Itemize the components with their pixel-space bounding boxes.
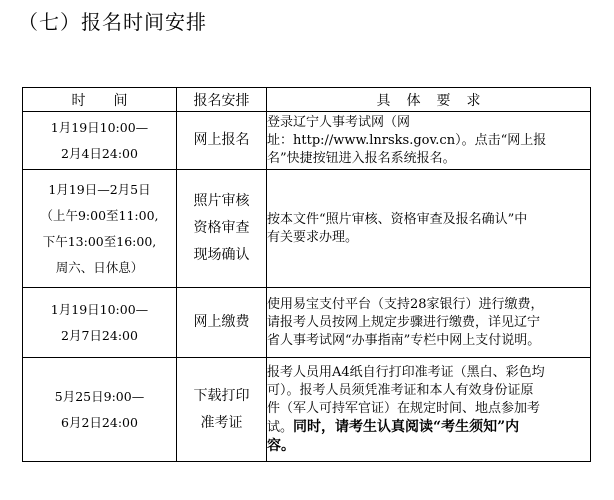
text-line: 准考证 xyxy=(200,414,243,431)
text-line: 1月19日10:00— xyxy=(50,301,149,317)
table-row xyxy=(23,112,591,170)
text-line: 2月4日24:00 xyxy=(61,145,138,161)
arrangement-cell xyxy=(177,358,267,462)
text-line: 网上报名 xyxy=(193,132,250,148)
arrangement-cell xyxy=(177,112,267,170)
text-line: 1月19日—2月5日 xyxy=(48,181,151,197)
text-line: 请报考人员按网上规定步骤进行缴费，详见辽宁 xyxy=(267,314,541,330)
table-header-row xyxy=(23,88,591,112)
text-line: 下载打印 xyxy=(193,387,250,404)
text-line: 周六、日休息） xyxy=(55,259,144,275)
text-line: 址：http://www.lnrsks.gov.cn）。点击“网上报 xyxy=(267,132,547,148)
header-label: 时间 xyxy=(71,92,156,109)
arrangement-cell xyxy=(177,170,267,288)
text-line: 名”快捷按钮进入报名系统报名。 xyxy=(267,150,456,166)
table-row xyxy=(23,170,591,288)
requirements-tail: 试。 xyxy=(267,420,294,435)
header-label: 具体要求 xyxy=(376,92,497,109)
text-line: 可）。报考人员须凭准考证和本人有效身份证原 xyxy=(267,383,534,398)
table-row xyxy=(23,358,591,462)
text-line: 下午13:00至16:00, xyxy=(42,233,157,249)
section-title: （七）报名时间安排 xyxy=(18,10,207,34)
text-line: 省人事考试网“办事指南”专栏中网上支付说明。 xyxy=(267,332,541,348)
text-line: 报考人员用A4纸自行打印准考证（黑白、彩色均 xyxy=(267,365,545,380)
text-line: 照片审核 xyxy=(193,193,250,209)
text-line: 5月25日9:00— xyxy=(54,388,145,404)
text-line: 资格审查 xyxy=(193,220,250,236)
requirements-cell xyxy=(267,170,591,288)
text-line: 2月7日24:00 xyxy=(61,327,138,343)
text-line: 按本文件“照片审核、资格审查及报名确认”中 xyxy=(267,211,528,227)
header-arrangement: 报名安排 xyxy=(177,88,267,112)
text-line: 件（军人可持军官证）在规定时间、地点参加考 xyxy=(267,401,541,416)
requirements-cell xyxy=(267,288,591,358)
requirements-cell xyxy=(267,358,591,462)
time-cell xyxy=(23,288,177,358)
registration-schedule-table xyxy=(22,87,591,462)
requirements-cell xyxy=(267,112,591,170)
text-line: 网上缴费 xyxy=(193,314,250,330)
table-row xyxy=(23,288,591,358)
text-line: 登录辽宁人事考试网（网 xyxy=(267,114,411,130)
header-requirements xyxy=(267,88,591,112)
text-line: 现场确认 xyxy=(193,247,250,263)
header-time xyxy=(23,88,177,112)
arrangement-cell xyxy=(177,288,267,358)
time-cell xyxy=(23,170,177,288)
time-cell xyxy=(23,112,177,170)
requirements-emphasis-end: 容。 xyxy=(267,438,295,454)
text-line: 使用易宝支付平台（支持28家银行）进行缴费， xyxy=(267,296,544,312)
requirements-emphasis: 同时，请考生认真阅读“考生须知”内 xyxy=(293,419,520,435)
text-line: 6月2日24:00 xyxy=(61,414,138,430)
time-cell xyxy=(23,358,177,462)
text-line: （上午9:00至11:00, xyxy=(40,207,159,223)
text-line xyxy=(267,418,590,437)
text-line: 有关要求办理。 xyxy=(267,229,359,245)
text-line: 1月19日10:00— xyxy=(50,119,149,135)
